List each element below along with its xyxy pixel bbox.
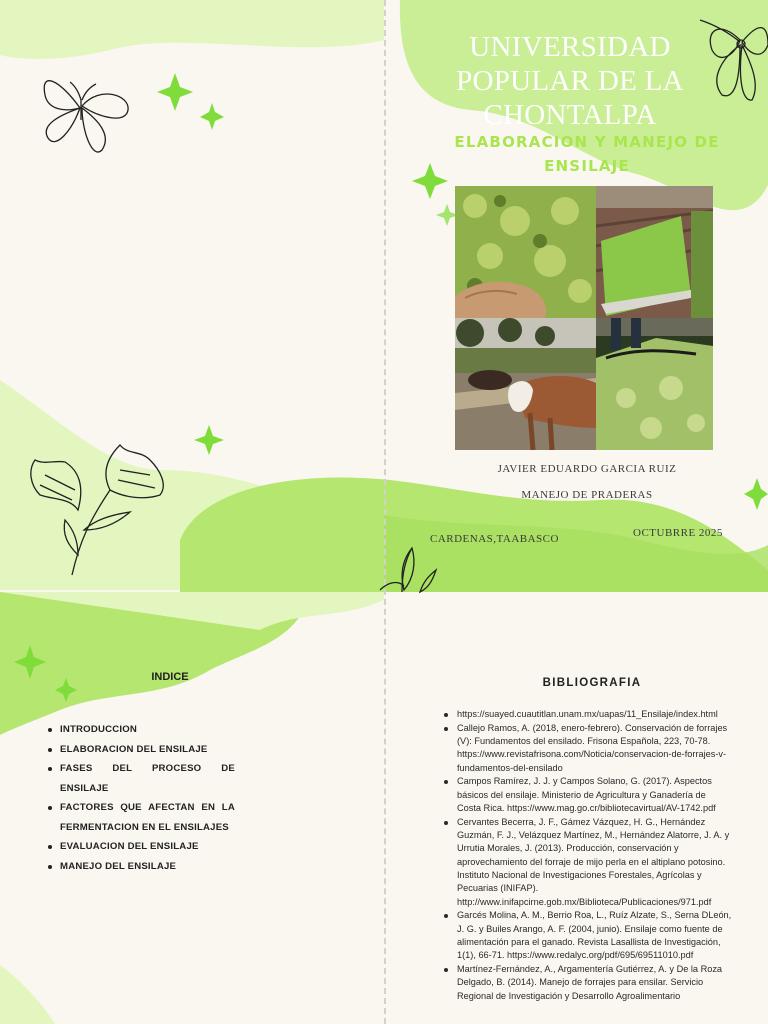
list-item: EVALUACION DEL ENSILAJE [45,837,235,857]
indice-heading: INDICE [151,671,189,683]
university-title: UNIVERSIDAD POPULAR DE LA CHONTALPA [456,31,684,131]
light-green-blob-bottom-left [0,965,55,1024]
list-item: Martínez-Fernández, A., Argamentería Gutiérrez, A. y De la Roza Delgado, B. (2014). Manejo de forrajes para ensilar. Servicio Regional de Investigación y Desarrollo Agroalimentario [442,963,732,1003]
list-item: FASES DEL PROCESO DE ENSILAJE [45,759,235,798]
fold-line [384,0,386,1024]
list-item: Campos Ramírez, J. J. y Campos Solano, G. (2017). Aspectos básicos del ensilaje. Ministerio de Agricultura y Ganadería de Costa Rica. https://www.mag.go.cr/bibliotecavirtual/AV-1742.pdf [442,775,732,815]
photo-silage-pile [596,318,713,450]
list-item: Garcés Molina, A. M., Berrio Roa, L., Ruíz Alzate, S., Serna DLeón, J. G. y Builes Arango, A. F. (2004, junio). Ensilaje como fuente de alimentación para el ganado. Revista Lasallista de Investigación, 1(1), 66-71. https://www.redalyc.org/pdf/695/69511010.pdf [442,909,732,962]
light-green-blob-top-left [0,0,384,59]
bibliografia-list [442,708,732,1004]
list-item: MANEJO DEL ENSILAJE [45,857,235,877]
list-item: FACTORES QUE AFECTAN EN LA FERMENTACION EN EL ENSILAJES [45,798,235,837]
list-item: INTRODUCCION [45,720,235,740]
list-item: ELABORACION DEL ENSILAJE [45,740,235,760]
course-name: MANEJO DE PRADERAS [521,489,653,501]
bibliografia-heading: BIBLIOGRAFIA [542,677,642,689]
butterfly-icon [44,81,128,152]
document-title: ELABORACION Y MANEJO DE ENSILAJE [454,133,720,175]
photo-cattle-feeding [455,318,596,450]
cover-photo-collage [455,186,713,450]
photo-chopped-silage [455,186,596,318]
photo-silage-trailer [596,186,713,318]
date-text: OCTUBRRE 2025 [633,527,723,539]
indice-list [45,720,235,876]
place-text: CARDENAS,TAABASCO [430,533,559,545]
author-name: JAVIER EDUARDO GARCIA RUIZ [497,463,677,475]
list-item: https://suayed.cuautitlan.unam.mx/uapas/11_Ensilaje/index.html [442,708,732,721]
list-item: Cervantes Becerra, J. F., Gámez Vázquez, H. G., Hernández Guzmán, F. J., Velázquez Martínez, M., Hernández Alatorre, J. A. y Urrutia Morales, J. (2013). Producción, conservación y aprovechamiento del forraje de mijo perla en el altiplano potosino. Instituto Nacional de Investigaciones Forestales, Agrícolas y Pecuarias (INIFAP). http://www.inifapcirne.gob.mx/Biblioteca/Publicaciones/971.pdf [442,816,732,909]
list-item: Callejo Ramos, A. (2018, enero-febrero). Conservación de forrajes (V): Fundamentos del ensilado. Frisona Española, 223, 70-78. https://www.revistafrisona.com/Noticia/conservacion-de-forrajes-v-fundamentos-del-ensilado [442,722,732,775]
